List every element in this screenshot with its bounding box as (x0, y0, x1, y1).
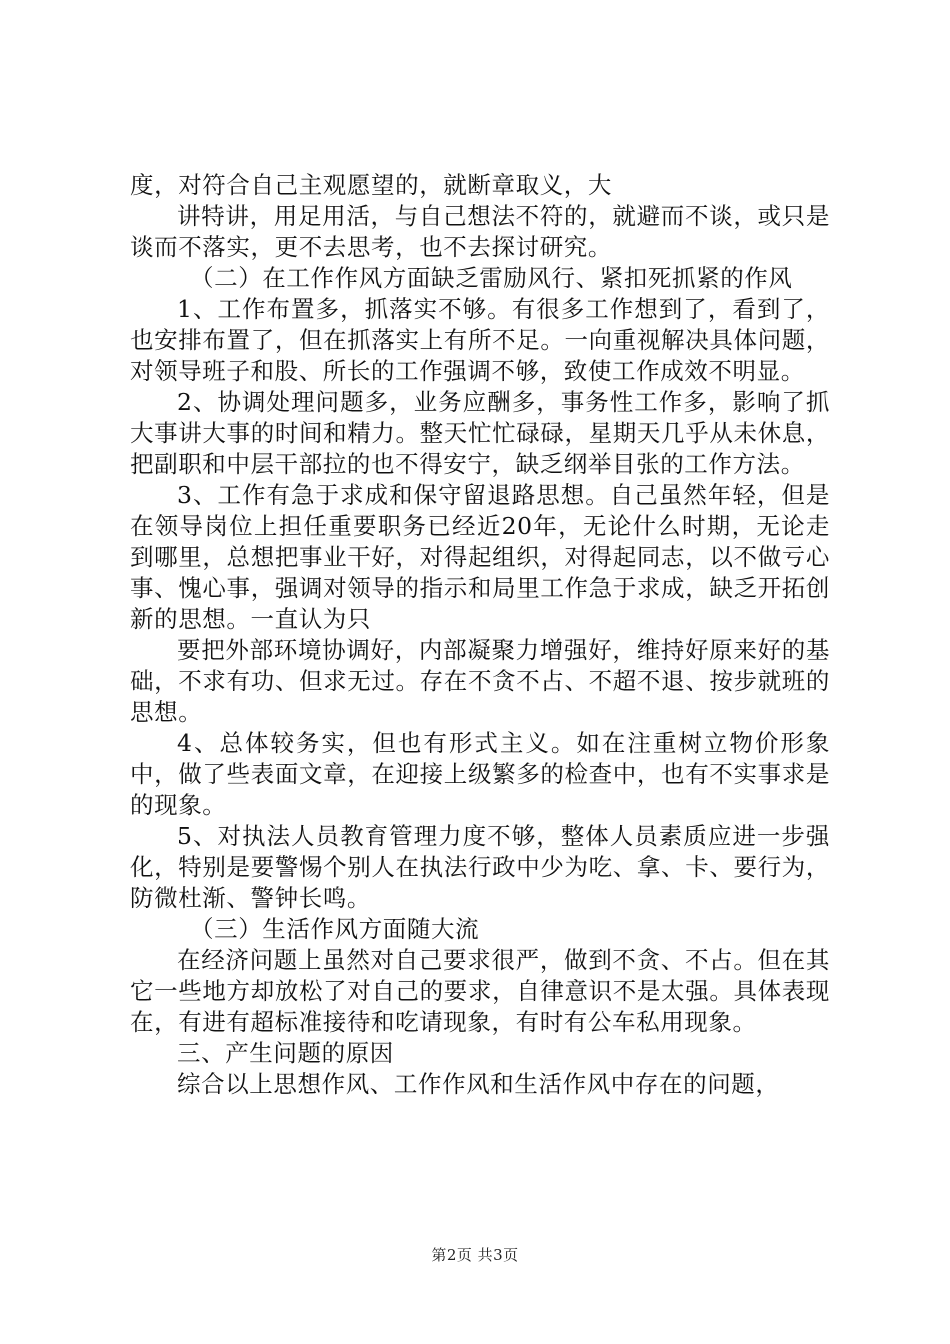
document-body (130, 170, 830, 1100)
section-heading: （三）生活作风方面随大流 (190, 915, 480, 943)
paragraph: 综合以上思想作风、工作作风和生活作风中存在的问题， (177, 1070, 780, 1098)
paragraph: 1、工作布置多，抓落实不够。有很多工作想到了，看到了，也安排布置了，但在抓落实上有所不足。一向重视解决具体问题，对领导班子和股、所长的工作强调不够，致使工作成效不明显。 (130, 295, 830, 385)
paragraph: 4、总体较务实，但也有形式主义。如在注重树立物价形象中，做了些表面文章，在迎接上级繁多的检查中，也有不实事求是的现象。 (130, 729, 830, 819)
paragraph: 在经济问题上虽然对自己要求很严，做到不贪、不占。但在其它一些地方却放松了对自己的要求，自律意识不是太强。具体表现在，有进有超标准接待和吃请现象，有时有公车私用现象。 (130, 946, 830, 1036)
paragraph: 讲特讲，用足用活，与自己想法不符的，就避而不谈，或只是谈而不落实，更不去思考，也不去探讨研究。 (130, 202, 830, 261)
section-heading: 三、产生问题的原因 (177, 1039, 394, 1067)
section-heading: （二）在工作作风方面缺乏雷励风行、紧扣死抓紧的作风 (190, 264, 793, 292)
paragraph: 要把外部环境协调好，内部凝聚力增强好，维持好原来好的基础，不求有功、但求无过。存在不贪不占、不超不退、按步就班的思想。 (130, 636, 830, 726)
paragraph: 度，对符合自己主观愿望的，就断章取义，大 (130, 171, 612, 199)
paragraph: 2、协调处理问题多，业务应酬多，事务性工作多，影响了抓大事讲大事的时间和精力。整天忙忙碌碌，星期天几乎从未休息，把副职和中层干部拉的也不得安宁，缺乏纲举目张的工作方法。 (130, 388, 830, 478)
page-number-footer: 第2页 共3页 (431, 1246, 519, 1264)
paragraph: 5、对执法人员教育管理力度不够，整体人员素质应进一步强化，特别是要警惕个别人在执法行政中少为吃、拿、卡、要行为，防微杜渐、警钟长鸣。 (130, 822, 830, 912)
paragraph: 3、工作有急于求成和保守留退路思想。自己虽然年轻，但是在领导岗位上担任重要职务已经近20年，无论什么时期，无论走到哪里，总想把事业干好，对得起组织，对得起同志，以不做亏心事、愧心事，强调对领导的指示和局里工作急于求成，缺乏开拓创新的思想。一直认为只 (130, 481, 830, 633)
